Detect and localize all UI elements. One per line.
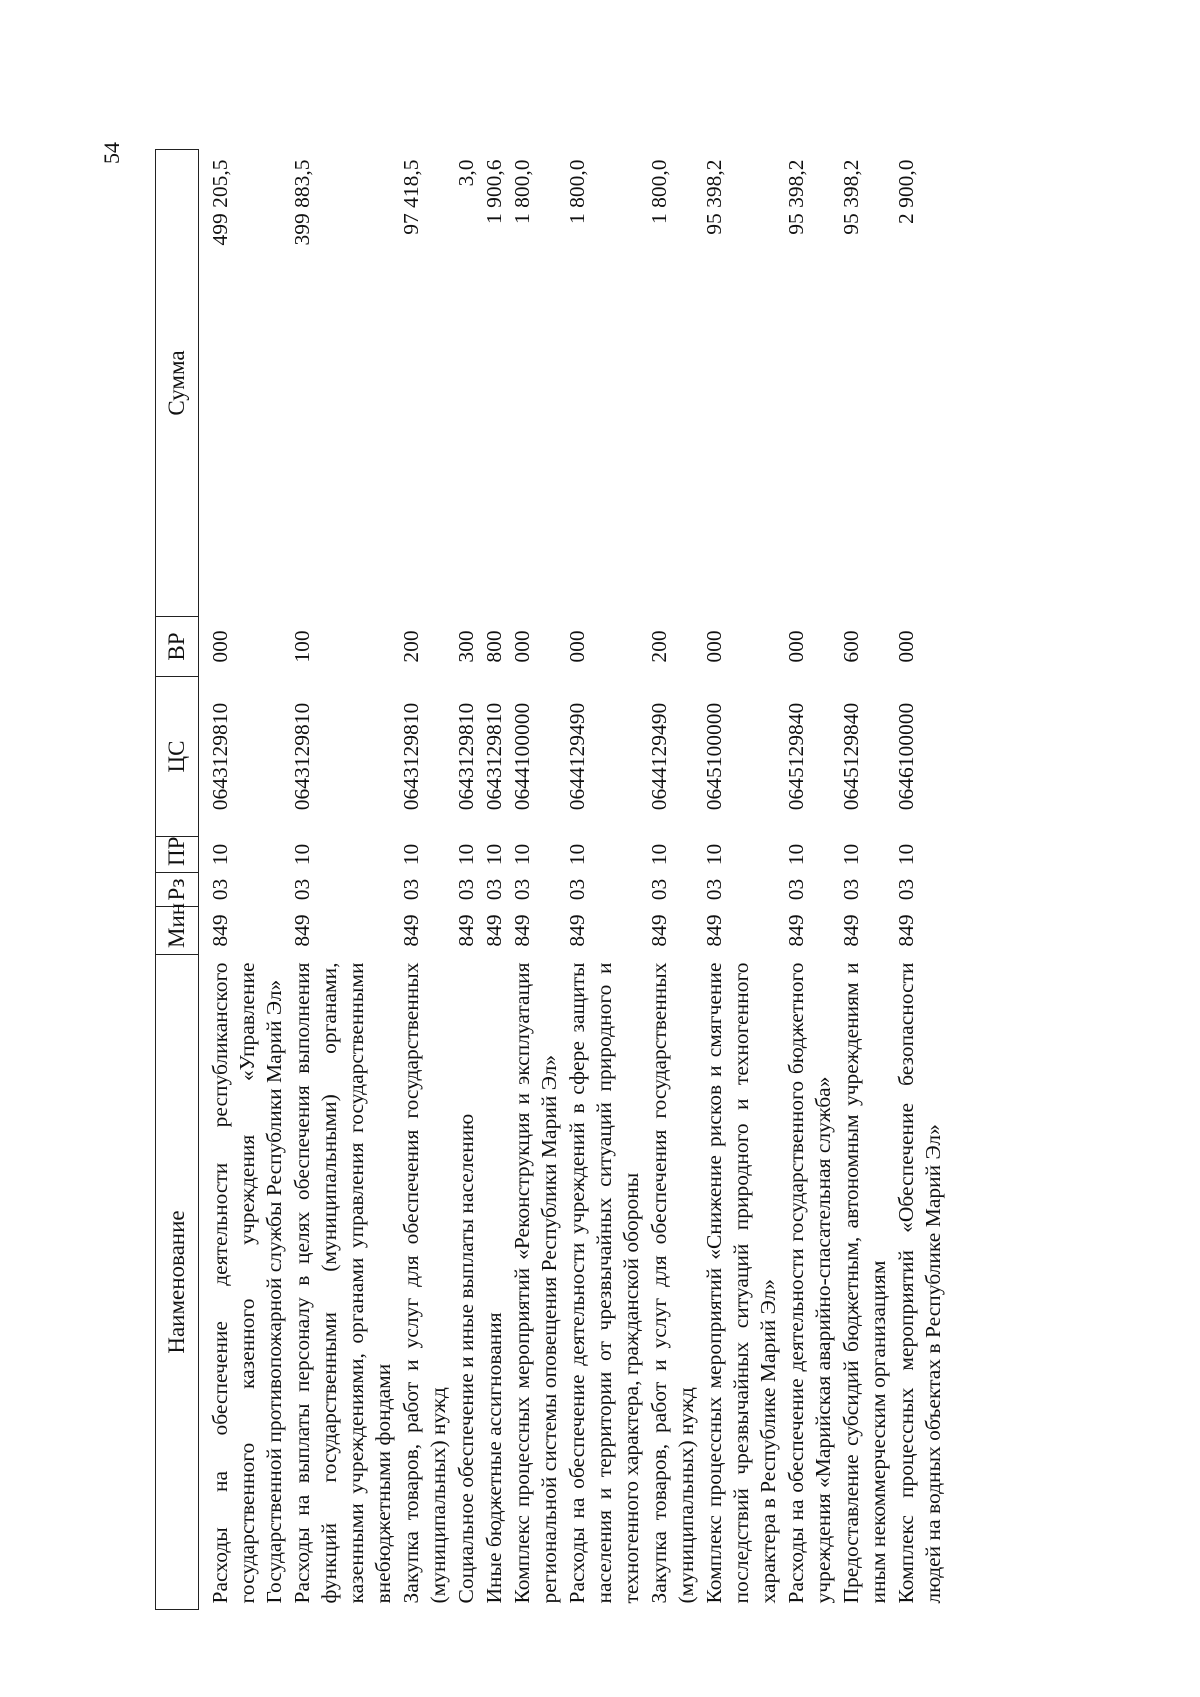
row-min: 849 [565,914,589,947]
row-pr: 10 [510,843,534,866]
table-row [199,150,289,1610]
table-row [397,150,452,1610]
row-name: Закупка товаров, работ и услуг для обеспечения государственных (муниципальных) нужд [647,962,698,1604]
page-number: 54 [99,142,124,164]
row-name: Предоставление субсидий бюджетным, автономным учреждениям и иным некоммерческим организациям [839,962,890,1604]
row-vr: 000 [702,630,726,663]
row-sum: 1 800,0 [565,159,589,224]
row-sum: 95 398,2 [784,159,808,235]
row-rz: 03 [510,878,534,901]
table-row [288,150,397,1610]
row-rz: 03 [399,878,423,901]
row-rz: 03 [565,878,589,901]
row-rz: 03 [784,878,808,901]
row-cs: 0643129810 [290,702,314,811]
row-rz: 03 [839,878,863,901]
row-sum: 499 205,5 [208,159,232,246]
row-rz: 03 [290,878,314,901]
row-cs: 0646100000 [894,702,918,811]
header-name: Наименование [156,955,199,1610]
row-pr: 10 [839,843,863,866]
header-rz: Рз [156,873,199,907]
row-vr: 300 [454,630,478,663]
header-min: Мин [156,907,199,955]
table-row [452,150,480,1610]
table-row [480,150,508,1610]
row-pr: 10 [208,843,232,866]
row-cs: 0645129840 [784,702,808,811]
row-pr: 10 [647,843,671,866]
row-cs: 0644100000 [510,702,534,811]
row-rz: 03 [894,878,918,901]
row-vr: 200 [647,630,671,663]
row-pr: 10 [565,843,589,866]
row-sum: 95 398,2 [839,159,863,235]
row-rz: 03 [702,878,726,901]
row-rz: 03 [454,878,478,901]
row-name: Комплекс процессных мероприятий «Реконструкция и эксплуатация региональной системы оповещения Республики Марий Эл» [510,962,561,1604]
row-sum: 1 800,0 [647,159,671,224]
header-sum: Сумма [156,150,199,617]
row-pr: 10 [399,843,423,866]
row-cs: 0643129810 [482,702,506,811]
row-min: 849 [290,914,314,947]
budget-table [155,149,947,1610]
row-rz: 03 [647,878,671,901]
row-sum: 95 398,2 [702,159,726,235]
row-name: Закупка товаров, работ и услуг для обеспечения государственных (муниципальных) нужд [399,962,450,1604]
table-header-row [156,150,199,1610]
row-min: 849 [454,914,478,947]
row-pr: 10 [290,843,314,866]
table-row [508,150,563,1610]
row-name: Социальное обеспечение и иные выплаты населению [454,1113,478,1604]
row-vr: 000 [894,630,918,663]
row-cs: 0644129490 [565,702,589,811]
row-pr: 10 [702,843,726,866]
table-row [645,150,700,1610]
row-pr: 10 [894,843,918,866]
row-name: Расходы на выплаты персоналу в целях обеспечения выполнения функций государственными (муниципальными) органами, казенными учреждениями, органами управления государственными внебюджетными фондами [290,962,395,1604]
row-vr: 200 [399,630,423,663]
row-sum: 2 900,0 [894,159,918,224]
row-vr: 000 [784,630,808,663]
row-vr: 000 [510,630,534,663]
row-sum: 399 883,5 [290,159,314,246]
row-pr: 10 [454,843,478,866]
row-rz: 03 [208,878,232,901]
row-pr: 10 [482,843,506,866]
row-cs: 0645129840 [839,702,863,811]
row-min: 849 [702,914,726,947]
table-row [782,150,837,1610]
row-min: 849 [399,914,423,947]
row-vr: 000 [565,630,589,663]
row-min: 849 [510,914,534,947]
row-name: Расходы на обеспечение деятельности республиканского государственного казенного учреждения «Управление Государственной противопожарной службы Республики Марий Эл» [208,962,286,1604]
row-cs: 0644129490 [647,702,671,811]
row-name: Иные бюджетные ассигнования [482,1312,506,1604]
row-vr: 800 [482,630,506,663]
table-row [837,150,892,1610]
row-pr: 10 [784,843,808,866]
row-min: 849 [647,914,671,947]
row-name: Комплекс процессных мероприятий «Обеспечение безопасности людей на водных объектах в Республике Марий Эл» [894,962,945,1604]
row-name: Комплекс процессных мероприятий «Снижение рисков и смягчение последствий чрезвычайных ситуаций природного и техногенного характера в Республике Марий Эл» [702,962,780,1604]
table-body [199,150,948,1610]
row-rz: 03 [482,878,506,901]
row-sum: 1 900,6 [482,159,506,224]
row-name: Расходы на обеспечение деятельности государственного бюджетного учреждения «Марийская аварийно-спасательная служба» [784,962,835,1604]
row-min: 849 [482,914,506,947]
header-vr: ВР [156,617,199,677]
header-cs: ЦС [156,677,199,837]
row-vr: 600 [839,630,863,663]
row-cs: 0645100000 [702,702,726,811]
row-cs: 0643129810 [454,702,478,811]
row-min: 849 [894,914,918,947]
row-sum: 3,0 [454,159,478,187]
row-min: 849 [784,914,808,947]
row-name: Расходы на обеспечение деятельности учреждений в сфере защиты населения и территории от чрезвычайных ситуаций природного и техногенного характера, гражданской обороны [565,962,643,1604]
table-row [892,150,947,1610]
row-vr: 100 [290,630,314,663]
table-row [563,150,645,1610]
row-cs: 0643129810 [208,702,232,811]
table-row [700,150,782,1610]
row-min: 849 [208,914,232,947]
row-vr: 000 [208,630,232,663]
rotated-page-content [155,150,945,1610]
header-pr: ПР [156,837,199,873]
row-sum: 1 800,0 [510,159,534,224]
row-sum: 97 418,5 [399,159,423,235]
row-min: 849 [839,914,863,947]
row-cs: 0643129810 [399,702,423,811]
